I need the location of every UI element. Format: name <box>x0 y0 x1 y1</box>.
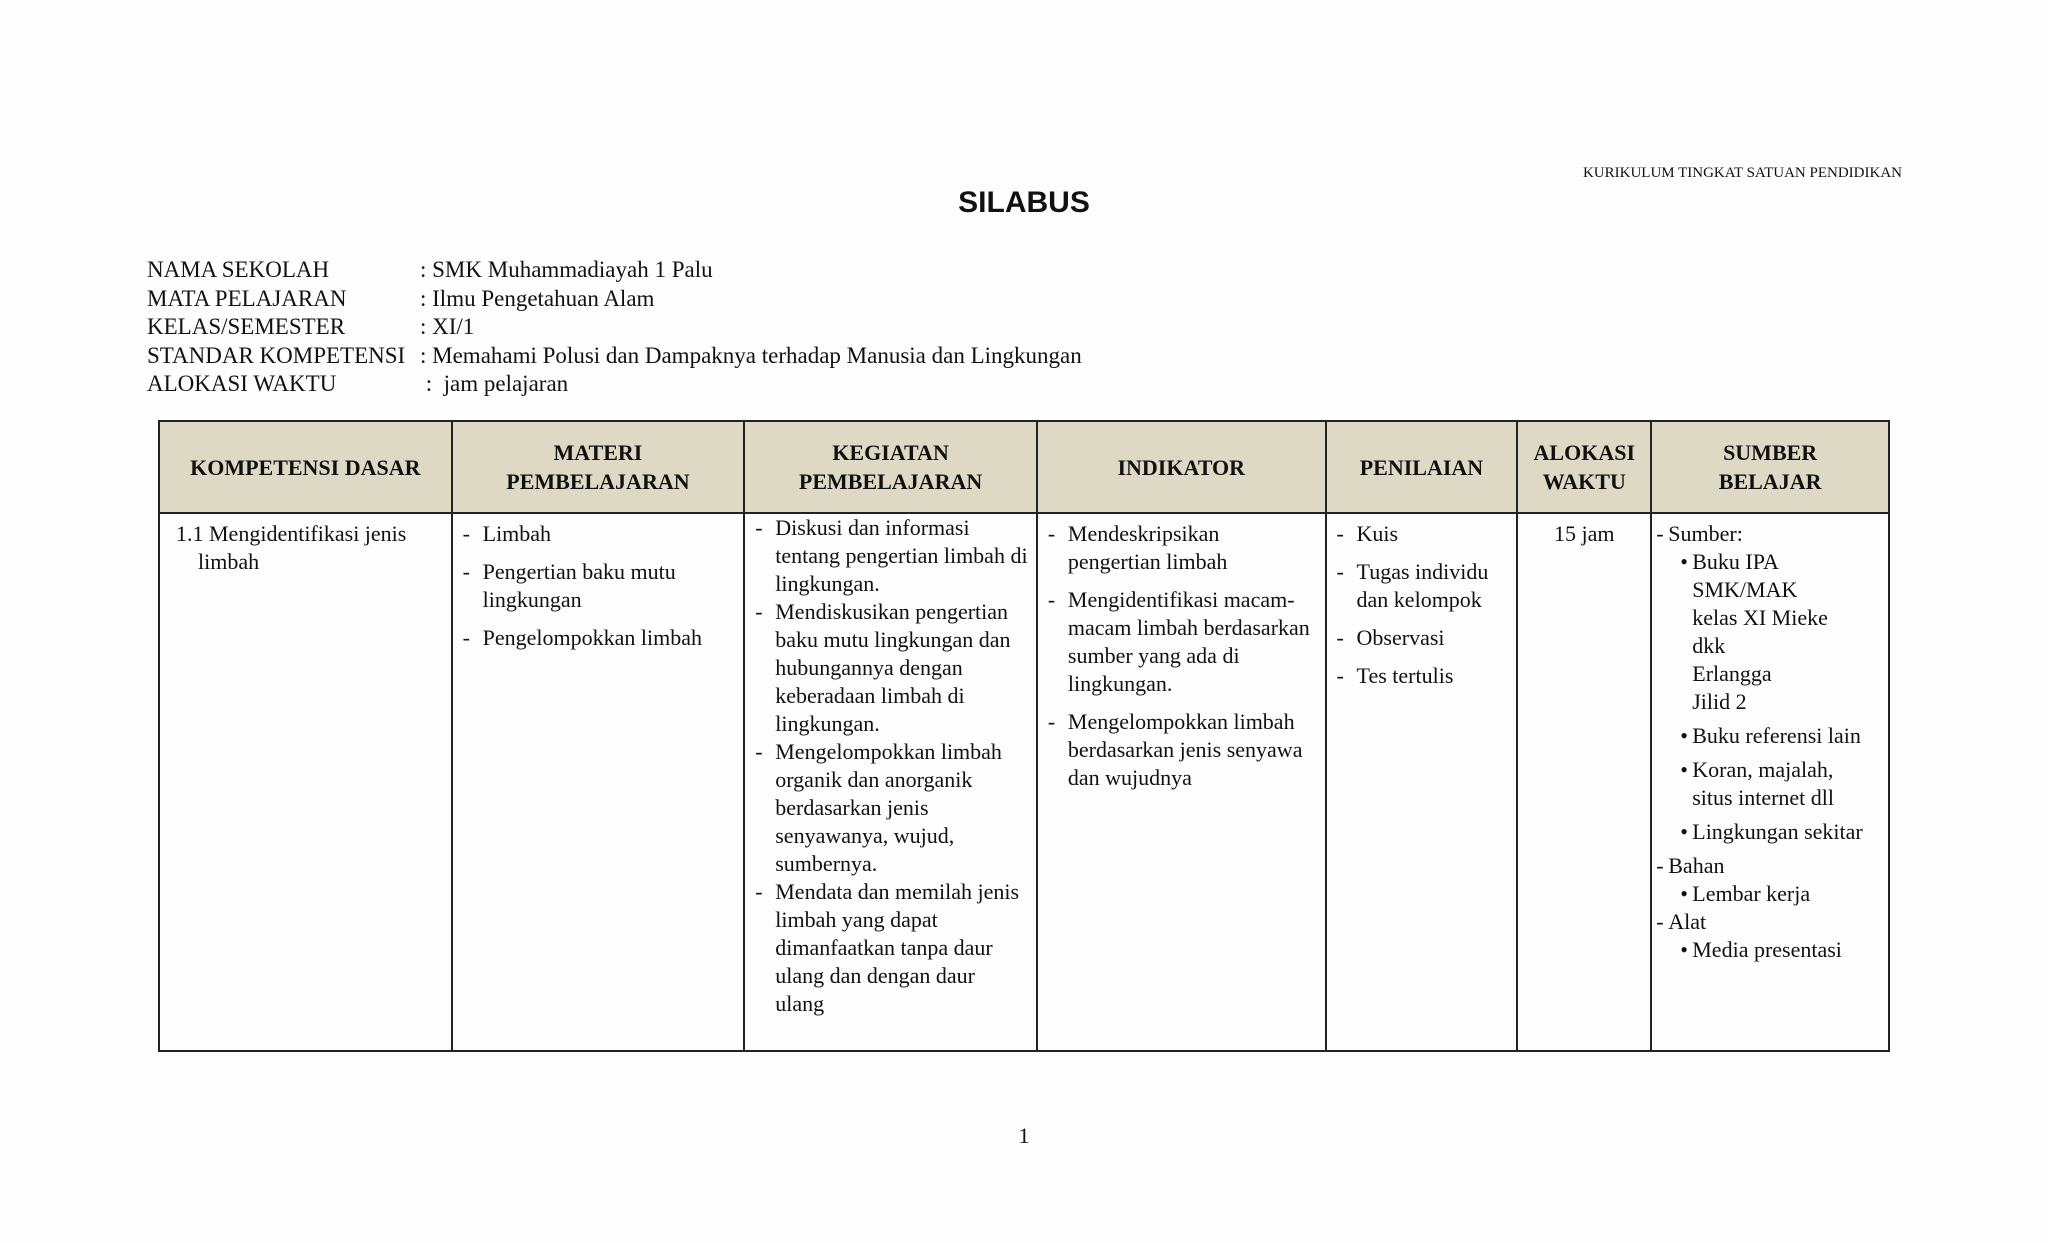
page-title: SILABUS <box>958 186 1090 219</box>
sumber-group <box>1656 520 1880 846</box>
list-item: - Mengelompokkan limbah organik dan anorganik berdasarkan jenis senyawanya, wujud, sumbernya. <box>753 738 1028 878</box>
meta-label: MATA PELAJARAN <box>147 285 347 311</box>
header-kegiatan-pembelajaran: KEGIATAN PEMBELAJARAN <box>744 421 1037 513</box>
list-item: - Pengertian baku mutu lingkungan <box>461 558 736 614</box>
alokasi-value: 15 jam <box>1554 521 1615 546</box>
meta-label: KELAS/SEMESTER <box>147 314 346 339</box>
list-item: - Mengelompokkan limbah berdasarkan jenis senyawa dan wujudnya <box>1046 708 1317 792</box>
alat-list <box>1668 936 1880 964</box>
bahan-group <box>1656 852 1880 908</box>
meta-label: ALOKASI WAKTU <box>147 371 337 396</box>
meta-value: XI/1 <box>432 314 475 339</box>
meta-separator: : <box>420 342 433 368</box>
header-indikator: INDIKATOR <box>1037 421 1326 513</box>
sumber-list <box>1668 548 1880 846</box>
materi-list <box>461 520 736 652</box>
list-item: • Buku referensi lain <box>1680 722 1880 750</box>
header-penilaian: PENILAIAN <box>1326 421 1518 513</box>
syllabus-table <box>158 420 1890 1052</box>
list-item: - Tugas individu dan kelompok <box>1335 558 1509 614</box>
kompetensi-text: 1.1 Mengidentifikasi jenis limbah <box>176 521 407 574</box>
list-item: • Buku IPA SMK/MAK kelas XI Mieke dkk Erlangga Jilid 2 <box>1680 548 1880 716</box>
meta-separator: : <box>420 371 444 396</box>
list-item: - Mengidentifikasi macam-macam limbah berdasarkan sumber yang ada di lingkungan. <box>1046 586 1317 698</box>
meta-separator: : <box>420 257 433 282</box>
cell-kegiatan <box>744 513 1037 1051</box>
header-materi-pembelajaran: MATERI PEMBELAJARAN <box>452 421 745 513</box>
list-item: • Lembar kerja <box>1680 880 1880 908</box>
list-item: - Mendiskusikan pengertian baku mutu lingkungan dan hubungannya dengan keberadaan limbah di lingkungan. <box>753 598 1028 738</box>
table-row <box>159 513 1889 1051</box>
indikator-list <box>1046 520 1317 792</box>
header-kompetensi-dasar: KOMPETENSI DASAR <box>159 421 452 513</box>
alat-label: - Alat <box>1668 908 1880 936</box>
list-item: - Diskusi dan informasi tentang pengertian limbah di lingkungan. <box>753 514 1028 598</box>
list-item: • Koran, majalah, situs internet dll <box>1680 756 1880 812</box>
cell-sumber <box>1651 513 1889 1051</box>
list-item: - Kuis <box>1335 520 1509 548</box>
page-number: 1 <box>1018 1123 1030 1148</box>
meta-separator: : <box>420 285 433 311</box>
meta-row-competency-standard <box>147 342 1082 371</box>
sumber-label: - Sumber: <box>1668 520 1880 548</box>
header-sumber-belajar: SUMBER BELAJAR <box>1651 421 1889 513</box>
document-meta <box>147 256 1082 399</box>
meta-label: STANDAR KOMPETENSI <box>147 342 406 368</box>
list-item: - Mendeskripsikan pengertian limbah <box>1046 520 1317 576</box>
meta-value: Ilmu Pengetahuan Alam <box>432 285 655 311</box>
bahan-label: - Bahan <box>1668 852 1880 880</box>
meta-row-school <box>147 256 1082 285</box>
meta-row-subject <box>147 285 1082 314</box>
bahan-list <box>1668 880 1880 908</box>
header-alokasi-waktu: ALOKASI WAKTU <box>1517 421 1651 513</box>
alat-group <box>1656 908 1880 964</box>
cell-indikator <box>1037 513 1326 1051</box>
meta-value: jam pelajaran <box>443 371 569 396</box>
penilaian-list <box>1335 520 1509 690</box>
meta-value: SMK Muhammadiayah 1 Palu <box>432 257 713 282</box>
list-item: - Tes tertulis <box>1335 662 1509 690</box>
meta-separator: : <box>420 314 433 339</box>
list-item: • Lingkungan sekitar <box>1680 818 1880 846</box>
list-item: • Media presentasi <box>1680 936 1880 964</box>
list-item: - Mendata dan memilah jenis limbah yang dapat dimanfaatkan tanpa daur ulang dan dengan daur ulang <box>753 878 1028 1018</box>
meta-row-time-allocation <box>147 370 1082 399</box>
kegiatan-list <box>753 514 1028 1018</box>
cell-penilaian <box>1326 513 1518 1051</box>
cell-alokasi <box>1517 513 1651 1051</box>
table-header-row <box>159 421 1889 513</box>
meta-value: Memahami Polusi dan Dampaknya terhadap Manusia dan Lingkungan <box>432 342 1082 368</box>
list-item: - Observasi <box>1335 624 1509 652</box>
meta-label: NAMA SEKOLAH <box>147 257 330 282</box>
list-item: - Pengelompokkan limbah <box>461 624 736 652</box>
curriculum-label: KURIKULUM TINGKAT SATUAN PENDIDIKAN <box>1582 165 1902 181</box>
list-item: - Limbah <box>461 520 736 548</box>
cell-kompetensi-dasar <box>159 513 452 1051</box>
meta-row-class <box>147 313 1082 342</box>
cell-materi <box>452 513 745 1051</box>
